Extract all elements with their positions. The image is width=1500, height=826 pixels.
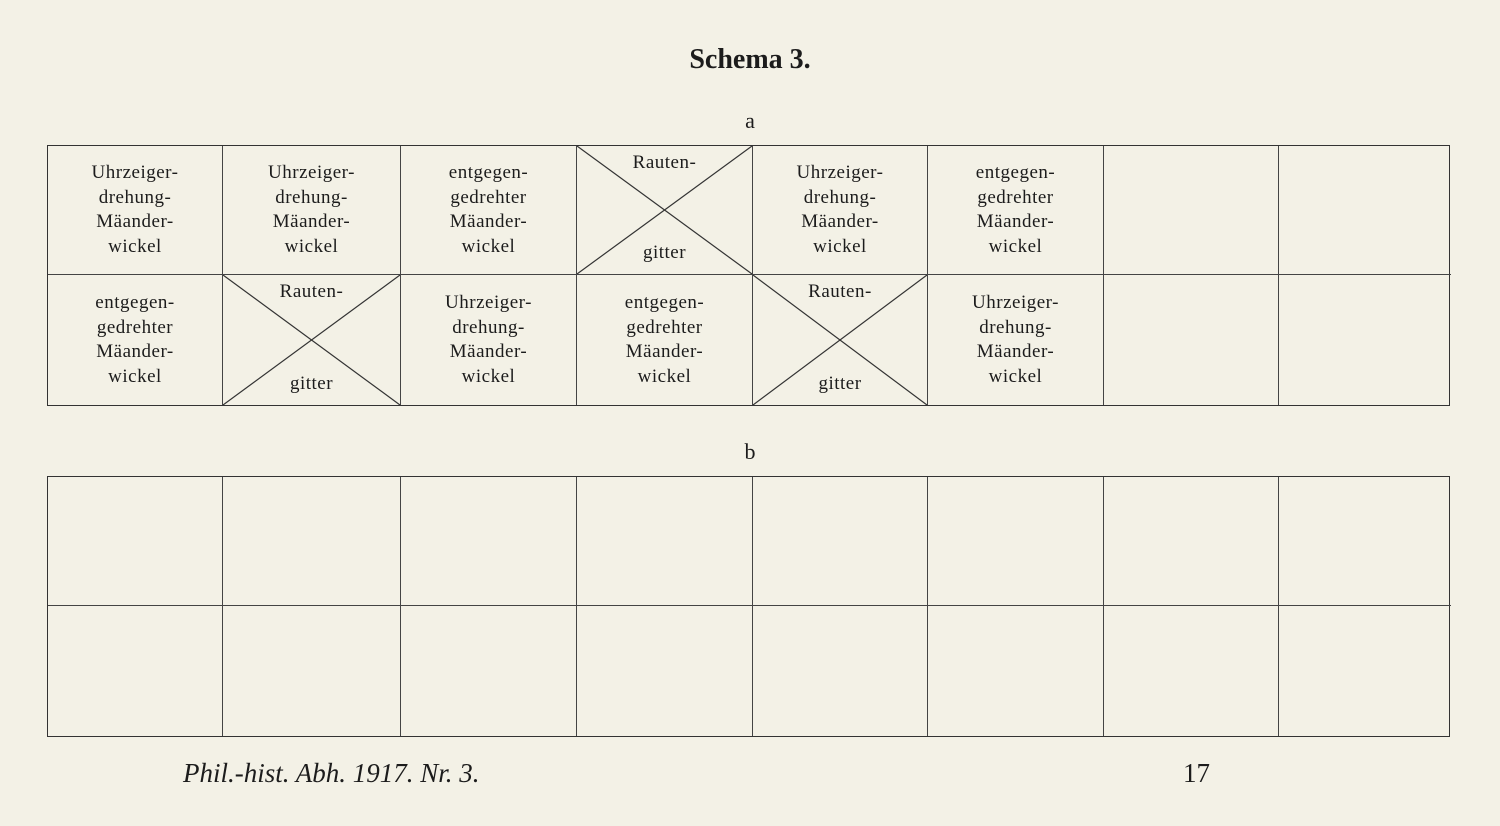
cell-text xyxy=(95,291,174,389)
empty-cell xyxy=(577,606,753,736)
cell-label-top: Rauten- xyxy=(632,152,697,173)
meander-cell xyxy=(577,275,753,405)
cell-text xyxy=(445,291,532,389)
cell-text-line: drehung- xyxy=(979,316,1052,338)
cell-text xyxy=(92,161,179,259)
cell-text-line: entgegen- xyxy=(975,162,1056,183)
empty-cell xyxy=(1279,606,1451,736)
empty-cell xyxy=(753,477,928,606)
cell-text-line: drehung- xyxy=(452,316,525,338)
cell-label-top: Rauten- xyxy=(808,281,872,302)
cell-text-line: wickel xyxy=(108,235,162,257)
cell-text-line: Uhrzeiger- xyxy=(268,162,355,183)
cell-text-line: Mäander- xyxy=(272,211,351,232)
cell-text xyxy=(972,291,1059,389)
cell-label-bottom: gitter xyxy=(642,242,687,263)
cell-text-line: gedrehter xyxy=(626,316,703,338)
cell-text xyxy=(268,161,355,259)
cell-text-line: wickel xyxy=(108,365,162,387)
cell-text-line: wickel xyxy=(813,235,867,257)
empty-cell xyxy=(223,477,401,606)
schema-table-b xyxy=(47,476,1450,737)
page-number: 17 xyxy=(1183,758,1210,788)
empty-cell xyxy=(1104,477,1279,606)
empty-cell xyxy=(401,606,577,736)
cell-text-line: gedrehter xyxy=(977,186,1054,208)
empty-cell xyxy=(48,477,223,606)
meander-cell xyxy=(753,146,928,275)
meander-cell xyxy=(928,275,1104,405)
rautengitter-cell xyxy=(577,146,753,275)
cell-text-line: Mäander- xyxy=(801,211,879,232)
empty-cell xyxy=(753,606,928,736)
cell-text-line: entgegen- xyxy=(95,292,175,313)
empty-cell xyxy=(223,606,401,736)
cell-text-line: Mäander- xyxy=(96,341,174,362)
cell-text-line: wickel xyxy=(988,235,1043,257)
rautengitter-cell xyxy=(753,275,928,405)
schema-table-a xyxy=(47,145,1450,406)
empty-cell xyxy=(1279,275,1451,405)
cell-text-line: Uhrzeiger- xyxy=(796,162,884,183)
cell-text xyxy=(449,161,528,259)
cell-text-line: Uhrzeiger- xyxy=(972,292,1059,313)
rautengitter-cell xyxy=(223,275,401,405)
cell-text-line: Uhrzeiger- xyxy=(91,162,179,183)
meander-cell xyxy=(223,146,401,275)
schema-title: Schema 3. xyxy=(689,44,811,75)
cell-text-line: entgegen- xyxy=(624,292,705,313)
cell-text-line: Mäander- xyxy=(976,211,1055,232)
cell-text-line: Mäander- xyxy=(449,211,528,232)
cell-text-line: wickel xyxy=(988,365,1043,387)
cell-text-line: wickel xyxy=(284,235,339,257)
empty-cell xyxy=(928,606,1104,736)
section-b-label: b xyxy=(744,439,756,464)
section-a-label: a xyxy=(745,108,755,133)
empty-cell xyxy=(1104,275,1279,405)
empty-cell xyxy=(577,477,753,606)
cell-text xyxy=(976,161,1055,259)
cell-text-line: Mäander- xyxy=(976,341,1055,362)
empty-cell xyxy=(1279,477,1451,606)
meander-cell xyxy=(48,146,223,275)
meander-cell xyxy=(928,146,1104,275)
cell-text-line: Mäander- xyxy=(449,341,528,362)
cell-text-line: drehung- xyxy=(275,186,348,208)
cell-text-line: gedrehter xyxy=(96,316,174,338)
empty-cell xyxy=(1104,146,1279,275)
cell-text xyxy=(625,291,704,389)
cell-text-line: wickel xyxy=(637,365,692,387)
cell-text-line: drehung- xyxy=(98,186,172,208)
cell-label-bottom: gitter xyxy=(818,373,862,394)
cell-text xyxy=(797,161,884,259)
cell-text-line: Mäander- xyxy=(625,341,704,362)
cell-label-bottom: gitter xyxy=(289,373,334,394)
empty-cell xyxy=(928,477,1104,606)
cell-text-line: wickel xyxy=(461,235,516,257)
cell-text-line: wickel xyxy=(461,365,516,387)
cell-label-top: Rauten- xyxy=(279,281,344,302)
cell-text-line: gedrehter xyxy=(450,186,527,208)
empty-cell xyxy=(401,477,577,606)
cell-text-line: Mäander- xyxy=(96,211,174,232)
cell-text-line: drehung- xyxy=(803,186,877,208)
footer-citation: Phil.-hist. Abh. 1917. Nr. 3. xyxy=(183,758,480,788)
cell-text-line: entgegen- xyxy=(448,162,529,183)
meander-cell xyxy=(401,146,577,275)
meander-cell xyxy=(401,275,577,405)
meander-cell xyxy=(48,275,223,405)
empty-cell xyxy=(48,606,223,736)
empty-cell xyxy=(1104,606,1279,736)
empty-cell xyxy=(1279,146,1451,275)
cell-text-line: Uhrzeiger- xyxy=(445,292,532,313)
